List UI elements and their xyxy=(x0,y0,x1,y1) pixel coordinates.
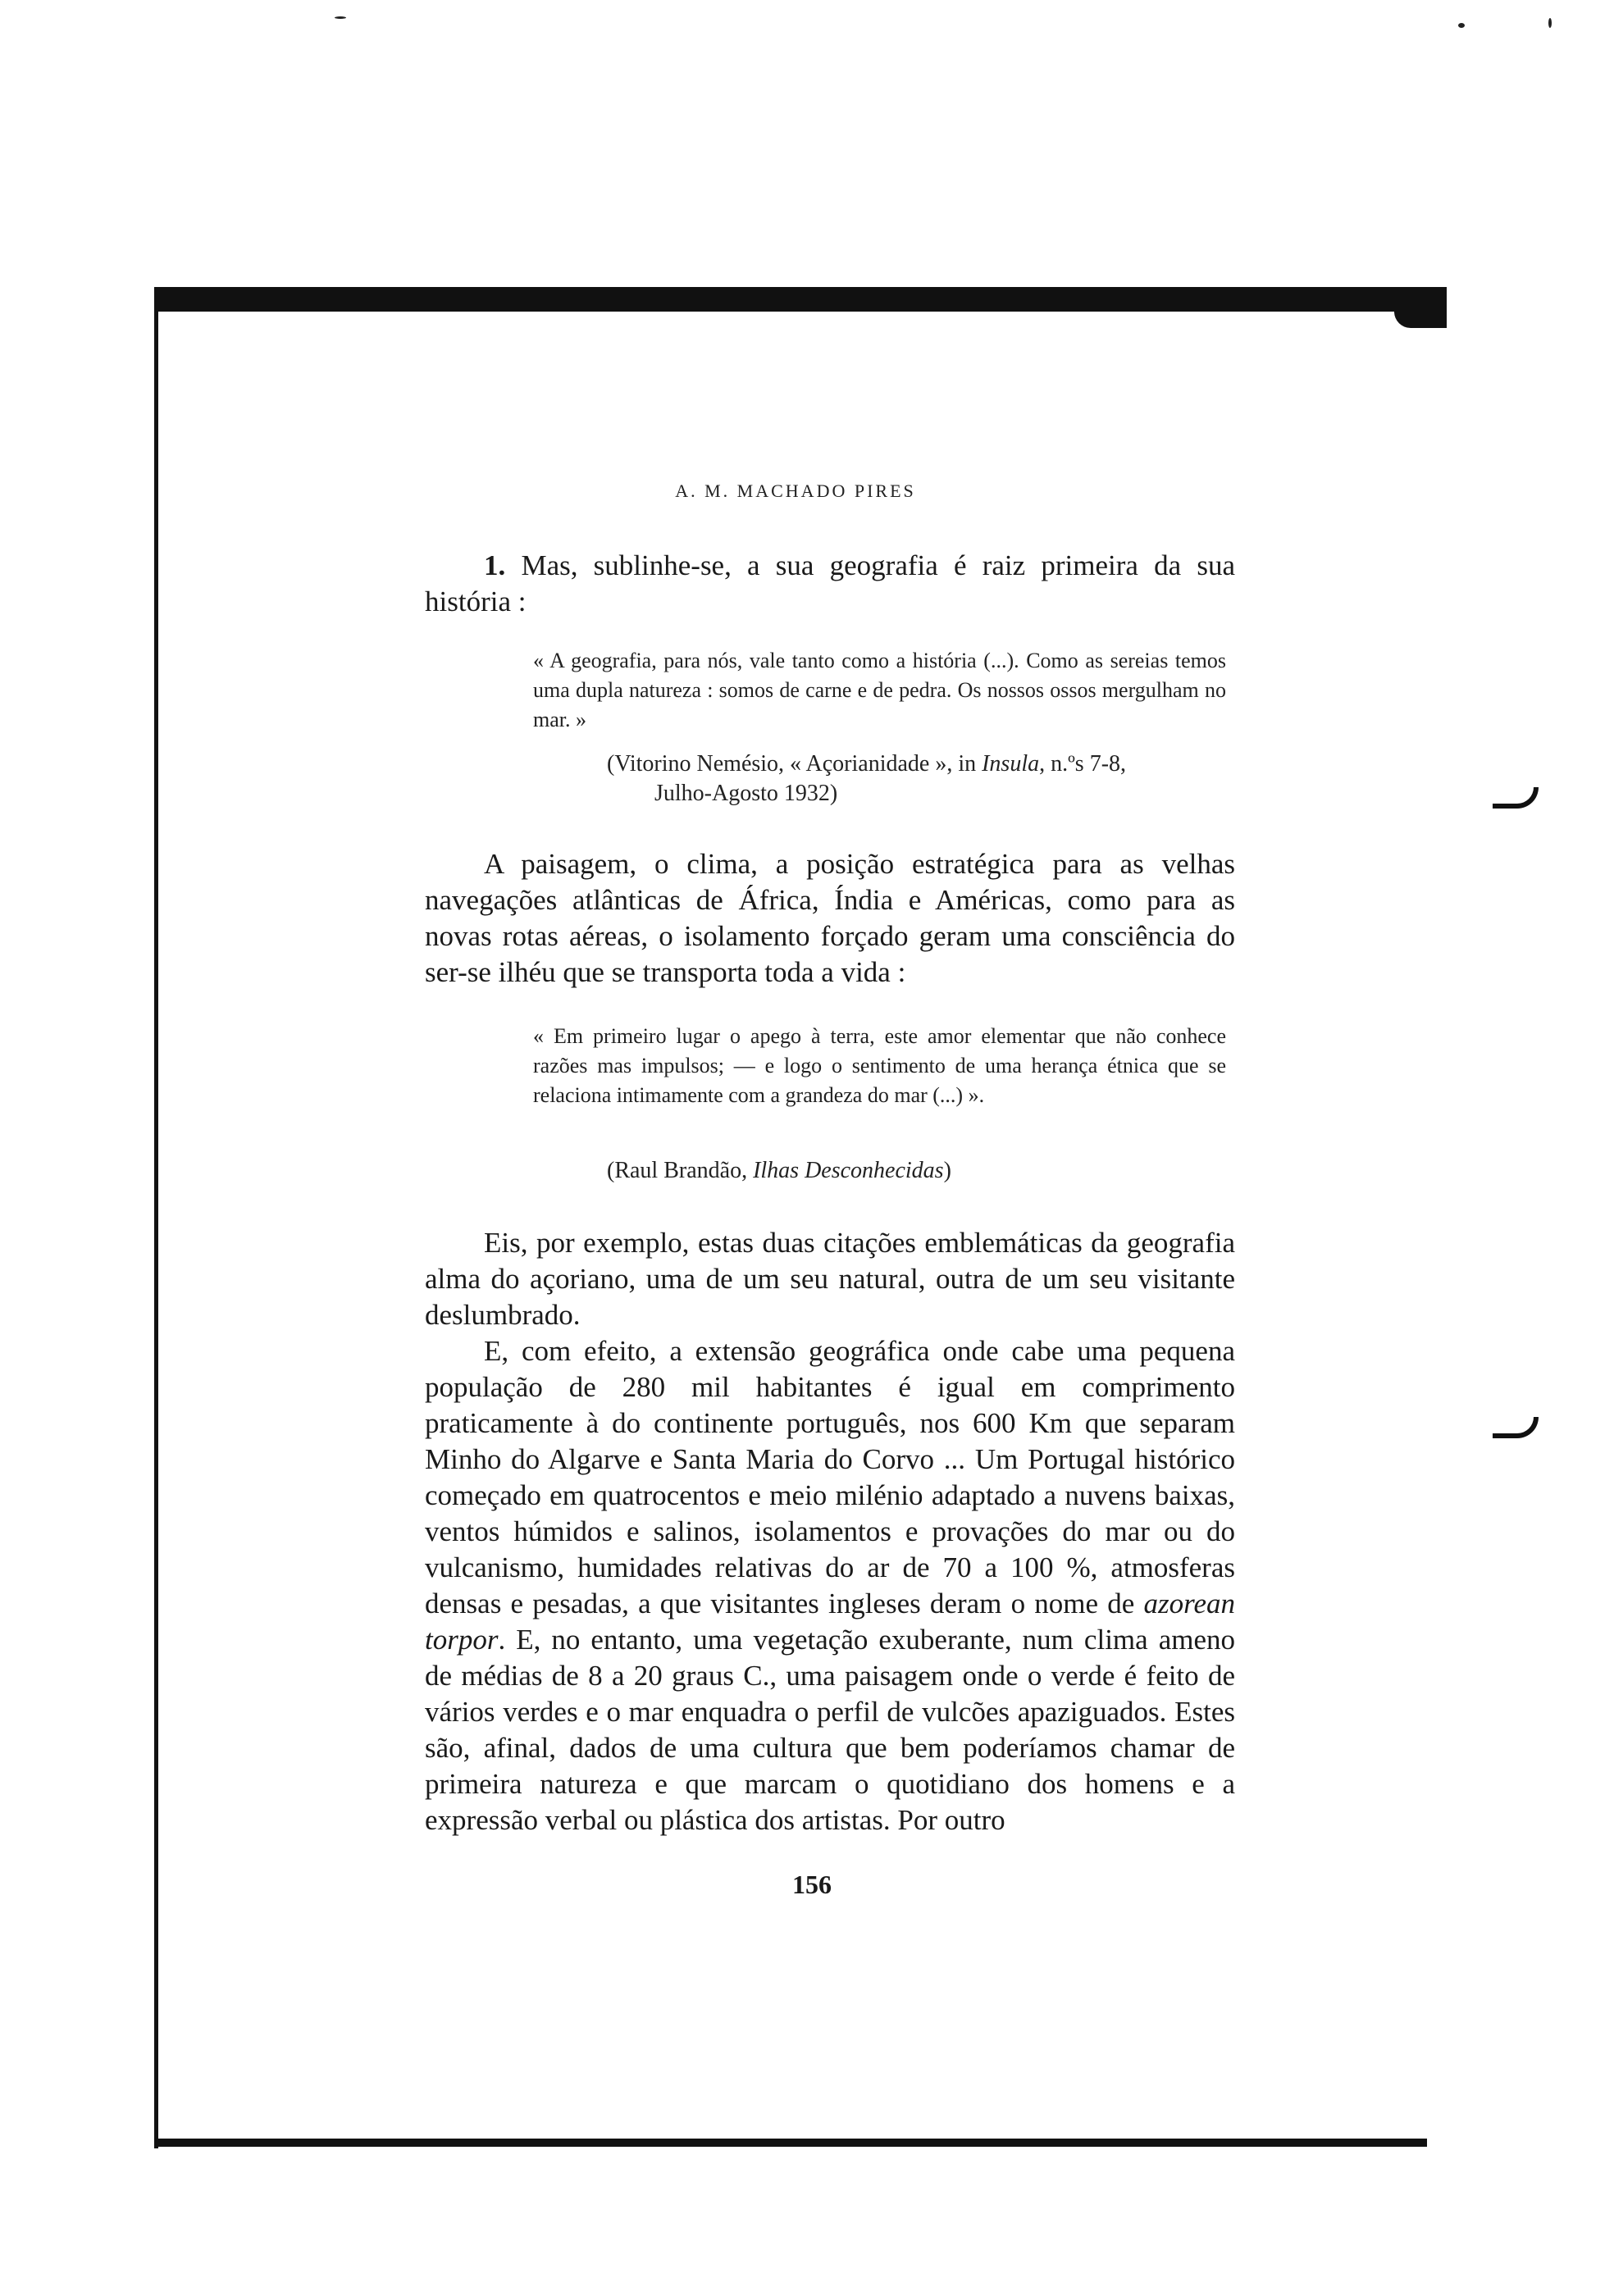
block-quote-brandao: « Em primeiro lugar o apego à terra, este amor elementar que não conhece razões mas impulsos; — e logo o sentimento de uma herança étnica que se relaciona intimamente com a grandeza do mar (...) ». xyxy=(533,1024,1226,1107)
scan-speck xyxy=(1548,18,1552,28)
citation-line-1 xyxy=(607,749,1126,779)
citation-prefix: (Vitorino Nemésio, « Açorianidade », in xyxy=(607,751,983,777)
section-number: 1. xyxy=(484,549,506,581)
section-paragraph xyxy=(425,548,1235,620)
paragraph-text: E, com efeito, a extensão geográfica onde cabe uma pequena população de 280 mil habitantes é igual em comprimento praticamente à do continente português, nos 600 Km que separam Minho do Algarve e Santa Maria do Corvo ... Um Portugal histórico começado em quatrocentos e meio milénio adaptado a nuvens baixas, ventos húmidos e salinos, isolamentos e provações do mar ou do vulcanismo, humidades relativas do ar de 70 a 100 %, atmosferas densas e pesadas, a que visitantes ingleses deram o nome de xyxy=(425,1335,1235,1620)
citation-journal: Insula xyxy=(982,751,1040,777)
paragraph-text: . E, no entanto, uma vegetação exuberante, num clima ameno de médias de 8 a 20 graus C., uma paisagem onde o verde é feito de vários verdes e o mar enquadra o perfil de vulcões apaziguados. Estes são, afinal, dados de uma cultura que bem poderíamos chamar de primeira natureza e que marcam o quotidiano dos homens e a expressão verbal ou plástica dos artistas. Por outro xyxy=(425,1624,1235,1836)
paragraph: A paisagem, o clima, a posição estratégica para as velhas navegações atlânticas de África, Índia e Américas, como para as novas rotas aéreas, o isolamento forçado geram uma consciência do ser-se ilhéu que se transporta toda a vida : xyxy=(425,848,1235,988)
citation-book: Ilhas Desconhecidas xyxy=(753,1158,944,1183)
paragraph xyxy=(425,1333,1235,1838)
scan-speck xyxy=(1458,23,1465,28)
citation-suffix: , n.ºs 7-8, xyxy=(1039,751,1127,777)
page-top-border xyxy=(154,287,1447,312)
paragraph: Eis, por exemplo, estas duas citações emblemáticas da geografia alma do açoriano, uma de um seu natural, outra de um seu visitante deslumbrado. xyxy=(425,1227,1235,1331)
citation-prefix: (Raul Brandão, xyxy=(607,1158,754,1183)
margin-mark xyxy=(1493,1417,1539,1438)
page-bottom-border xyxy=(154,2139,1427,2147)
page-number: 156 xyxy=(792,1870,832,1899)
block-quote-nemesio: « A geografia, para nós, vale tanto como a história (...). Como as sereias temos uma dupla natureza : somos de carne e de pedra. Os nossos ossos mergulham no mar. » xyxy=(533,649,1226,731)
citation-suffix: ) xyxy=(943,1158,951,1183)
citation-nemesio xyxy=(607,749,1126,809)
page-top-border-tail xyxy=(1394,287,1447,328)
citation-line-2: Julho-Agosto 1932) xyxy=(654,781,838,806)
running-head: A. M. MACHADO PIRES xyxy=(675,481,916,501)
page-left-border xyxy=(154,287,158,2148)
citation-brandao xyxy=(607,1156,951,1186)
scan-speck xyxy=(335,16,346,19)
margin-mark xyxy=(1493,787,1539,809)
section-text: Mas, sublinhe-se, a sua geografia é raiz primeira da sua história : xyxy=(425,549,1235,617)
emphasis: azorean torpor xyxy=(425,1588,1235,1656)
